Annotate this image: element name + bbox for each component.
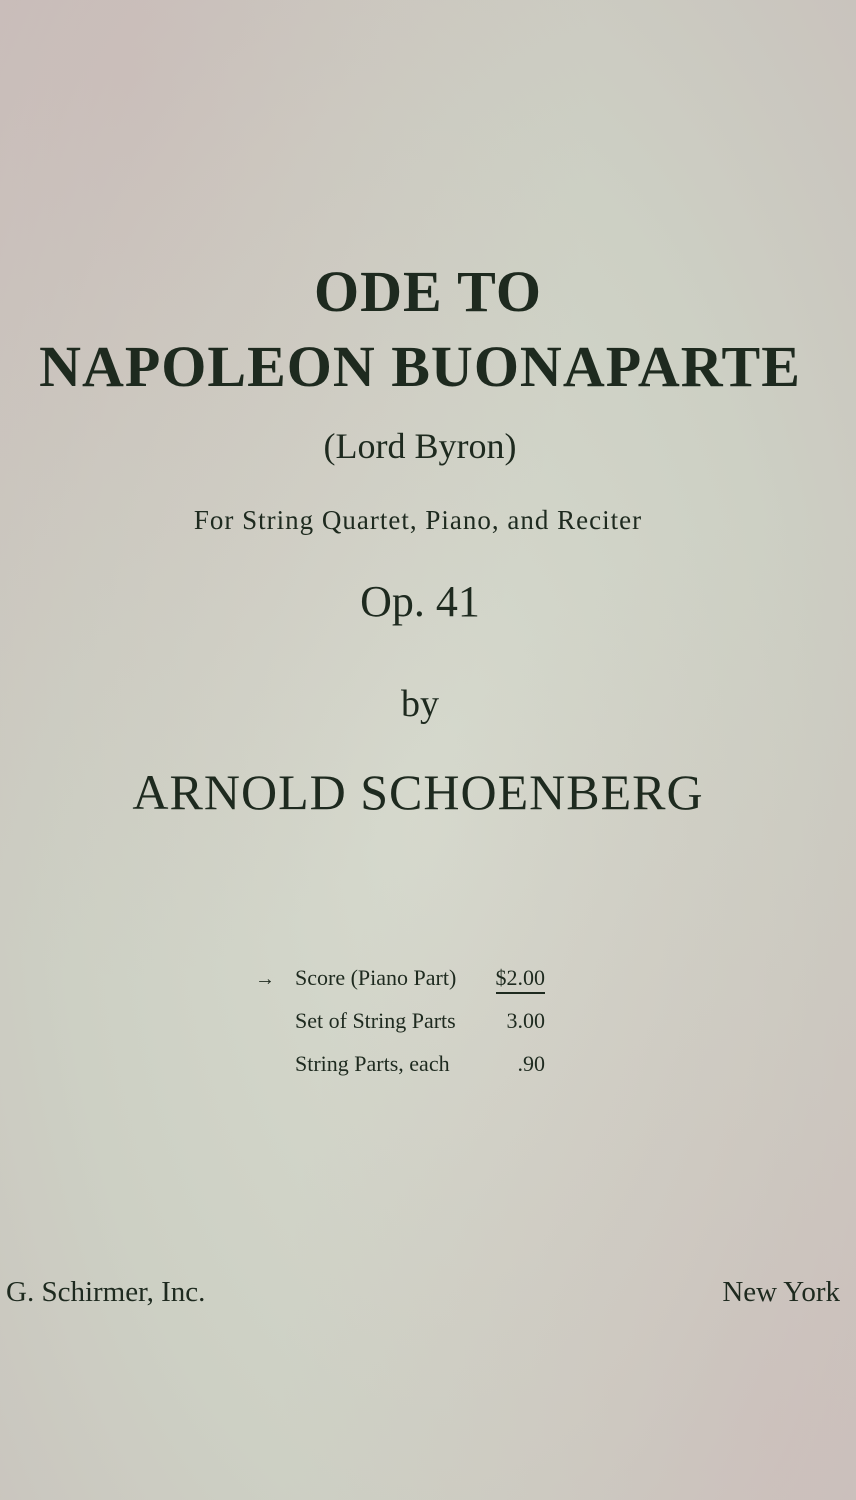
poet-credit: (Lord Byron) [323, 426, 517, 466]
title-line-2: NAPOLEON BUONAPARTE [39, 334, 801, 399]
price-value-underlined: $2.00 [496, 965, 546, 994]
publisher-city: New York [722, 1276, 840, 1308]
title-line-1: ODE TO [314, 259, 542, 324]
price-label: Set of String Parts [295, 1008, 456, 1033]
price-list [255, 965, 545, 1094]
price-value: 3.00 [506, 1008, 545, 1033]
by-label: by [401, 683, 439, 725]
price-value [495, 965, 545, 991]
composer-name: ARNOLD SCHOENBERG [132, 764, 704, 820]
price-label: String Parts, each [295, 1051, 450, 1076]
publisher-name: G. Schirmer, Inc. [6, 1276, 206, 1308]
price-value: .90 [517, 1051, 545, 1076]
price-row [255, 965, 545, 1008]
instrumentation: For String Quartet, Piano, and Reciter [193, 505, 643, 535]
arrow-icon: → [255, 968, 275, 990]
price-row [255, 1008, 545, 1051]
opus-number: Op. 41 [360, 577, 480, 626]
price-row [255, 1051, 545, 1094]
price-label: Score (Piano Part) [295, 965, 457, 990]
